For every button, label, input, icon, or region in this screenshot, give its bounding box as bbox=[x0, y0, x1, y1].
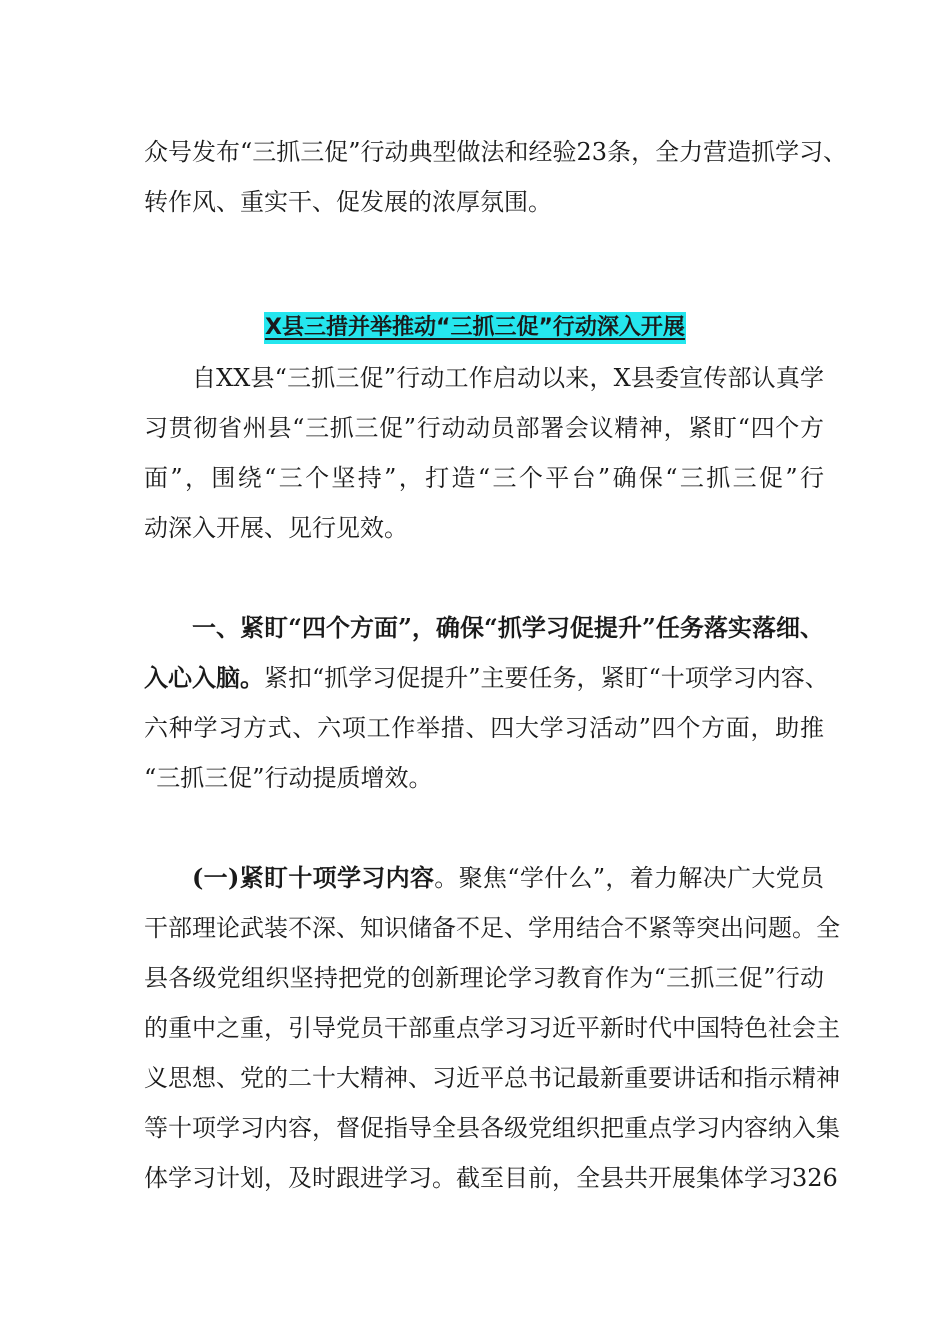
p1-line-3: 面”，围绕“三个坚持”，打造“三个平台”确保“三抓三促”行 bbox=[144, 464, 824, 492]
subsection1-heading: (一)紧盯十项学习内容 bbox=[192, 863, 435, 892]
section1-line-2 bbox=[144, 662, 829, 694]
section1-line-3: 六种学习方式、六项工作举措、四大学习活动”四个方面，助推 bbox=[144, 714, 824, 742]
subsection1-line-3: 县各级党组织坚持把党的创新理论学习教育作为“三抓三促”行动 bbox=[144, 964, 824, 992]
intro-line-1: 众号发布“三抓三促”行动典型做法和经验23条，全力营造抓学习、 bbox=[144, 138, 848, 166]
section1-line-4: “三抓三促”行动提质增效。 bbox=[144, 764, 433, 792]
subsection1-line-6: 等十项学习内容，督促指导全县各级党组织把重点学习内容纳入集 bbox=[144, 1114, 840, 1142]
p1-line-2: 习贯彻省州县“三抓三促”行动动员部署会议精神，紧盯“四个方 bbox=[144, 414, 824, 442]
section1-line-2-text: 紧扣“抓学习促提升”主要任务，紧盯“十项学习内容、 bbox=[264, 664, 829, 692]
subsection1-line-1-text: 。聚焦“学什么”，着力解决广大党员 bbox=[434, 864, 824, 892]
subsection1-line-4: 的重中之重，引导党员干部重点学习习近平新时代中国特色社会主 bbox=[144, 1014, 840, 1042]
article-title: X县三措并举推动“三抓三促”行动深入开展 bbox=[264, 312, 686, 344]
intro-line-2: 转作风、重实干、促发展的浓厚氛围。 bbox=[144, 188, 552, 216]
subsection1-line-1 bbox=[192, 862, 824, 894]
section1-heading-tail: 入心入脑。 bbox=[144, 663, 264, 692]
subsection1-line-2: 干部理论武装不深、知识储备不足、学用结合不紧等突出问题。全 bbox=[144, 914, 840, 942]
subsection1-line-7: 体学习计划，及时跟进学习。截至目前，全县共开展集体学习326 bbox=[144, 1164, 838, 1192]
subsection1-line-5: 义思想、党的二十大精神、习近平总书记最新重要讲话和指示精神 bbox=[144, 1064, 840, 1092]
p1-line-4: 动深入开展、见行见效。 bbox=[144, 514, 408, 542]
article-title-row bbox=[0, 310, 950, 344]
p1-line-1: 自XX县“三抓三促”行动工作启动以来，X县委宣传部认真学 bbox=[192, 364, 824, 392]
section1-heading: 一、紧盯“四个方面”，确保“抓学习促提升”任务落实落细、 bbox=[192, 613, 824, 642]
